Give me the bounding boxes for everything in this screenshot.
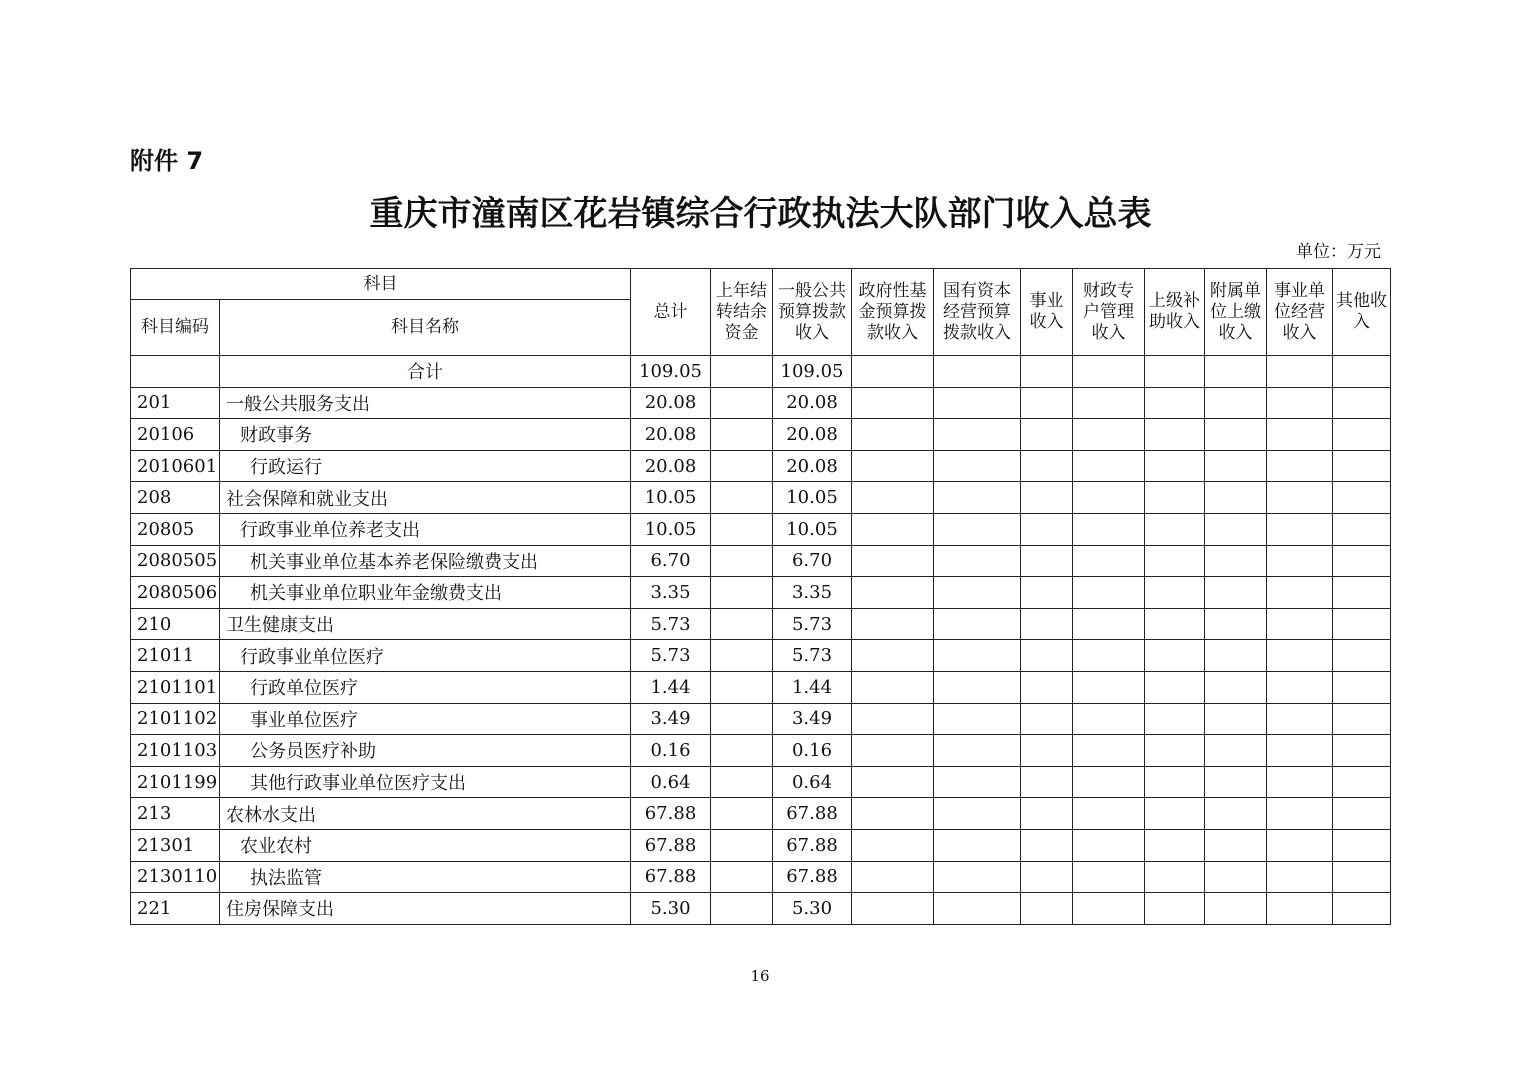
subject-code-cell: 208	[131, 482, 220, 514]
affiliated-remit-cell	[1205, 513, 1267, 545]
general-budget-cell: 5.30	[773, 893, 852, 925]
carryover-cell	[711, 671, 773, 703]
state-capital-cell	[934, 545, 1021, 577]
fiscal-special-cell	[1073, 513, 1145, 545]
subject-code-cell: 2080505	[131, 545, 220, 577]
total-cell: 5.73	[631, 608, 711, 640]
business-income-cell	[1021, 766, 1073, 798]
other-income-cell	[1333, 893, 1391, 925]
superior-subsidy-cell	[1145, 419, 1205, 451]
general-budget-cell: 20.08	[773, 387, 852, 419]
total-row	[131, 356, 1391, 388]
subject-name-cell: 一般公共服务支出	[220, 387, 631, 419]
business-income-cell	[1021, 798, 1073, 830]
other-income-cell	[1333, 419, 1391, 451]
other-income-cell	[1333, 735, 1391, 767]
superior-subsidy-cell	[1145, 640, 1205, 672]
page-number: 16	[750, 967, 770, 985]
business-income-cell	[1021, 608, 1073, 640]
state-capital-cell	[934, 450, 1021, 482]
table-row	[131, 735, 1391, 767]
total-cell: 10.05	[631, 513, 711, 545]
gov-fund-cell	[852, 671, 934, 703]
carryover-cell	[711, 608, 773, 640]
total-row-other-income	[1333, 356, 1391, 388]
total-cell: 67.88	[631, 798, 711, 830]
business-income-cell	[1021, 703, 1073, 735]
carryover-cell	[711, 829, 773, 861]
business-income-cell	[1021, 513, 1073, 545]
business-operation-cell	[1267, 419, 1333, 451]
total-cell: 20.08	[631, 450, 711, 482]
business-operation-cell	[1267, 387, 1333, 419]
subject-name-cell: 行政运行	[220, 450, 631, 482]
affiliated-remit-cell	[1205, 577, 1267, 609]
fiscal-special-cell	[1073, 545, 1145, 577]
carryover-cell	[711, 893, 773, 925]
table-row	[131, 798, 1391, 830]
gov-fund-cell	[852, 861, 934, 893]
business-income-cell	[1021, 419, 1073, 451]
subject-name-cell: 卫生健康支出	[220, 608, 631, 640]
total-cell: 6.70	[631, 545, 711, 577]
superior-subsidy-cell	[1145, 861, 1205, 893]
gov-fund-cell	[852, 798, 934, 830]
table-row	[131, 513, 1391, 545]
carryover-cell	[711, 450, 773, 482]
superior-subsidy-cell	[1145, 735, 1205, 767]
state-capital-cell	[934, 387, 1021, 419]
state-capital-cell	[934, 608, 1021, 640]
table-row	[131, 577, 1391, 609]
total-cell: 0.64	[631, 766, 711, 798]
table-row	[131, 893, 1391, 925]
general-budget-cell: 67.88	[773, 829, 852, 861]
table-row	[131, 671, 1391, 703]
fiscal-special-cell	[1073, 577, 1145, 609]
total-row-code	[131, 356, 220, 388]
subject-code-cell: 2101101	[131, 671, 220, 703]
total-row-superior-subsidy	[1145, 356, 1205, 388]
table-row	[131, 766, 1391, 798]
affiliated-remit-cell	[1205, 703, 1267, 735]
other-income-cell	[1333, 671, 1391, 703]
business-income-cell	[1021, 577, 1073, 609]
carryover-cell	[711, 640, 773, 672]
table-row	[131, 545, 1391, 577]
total-row-business-income	[1021, 356, 1073, 388]
carryover-cell	[711, 387, 773, 419]
general-budget-cell: 6.70	[773, 545, 852, 577]
superior-subsidy-cell	[1145, 387, 1205, 419]
business-operation-cell	[1267, 829, 1333, 861]
gov-fund-cell	[852, 766, 934, 798]
business-income-cell	[1021, 640, 1073, 672]
gov-fund-cell	[852, 450, 934, 482]
subject-code-cell: 210	[131, 608, 220, 640]
header-business-income: 事业收入	[1021, 269, 1073, 356]
business-income-cell	[1021, 671, 1073, 703]
superior-subsidy-cell	[1145, 671, 1205, 703]
header-subject-name: 科目名称	[220, 300, 631, 356]
other-income-cell	[1333, 387, 1391, 419]
header-fiscal-special: 财政专户管理收入	[1073, 269, 1145, 356]
superior-subsidy-cell	[1145, 893, 1205, 925]
gov-fund-cell	[852, 482, 934, 514]
superior-subsidy-cell	[1145, 608, 1205, 640]
total-cell: 3.49	[631, 703, 711, 735]
total-cell: 20.08	[631, 419, 711, 451]
income-summary-table	[130, 268, 1391, 925]
subject-name-cell: 执法监管	[220, 861, 631, 893]
general-budget-cell: 5.73	[773, 640, 852, 672]
subject-name-cell: 公务员医疗补助	[220, 735, 631, 767]
table-row	[131, 640, 1391, 672]
subject-code-cell: 201	[131, 387, 220, 419]
subject-name-cell: 其他行政事业单位医疗支出	[220, 766, 631, 798]
subject-code-cell: 2101102	[131, 703, 220, 735]
header-state-capital: 国有资本经营预算拨款收入	[934, 269, 1021, 356]
other-income-cell	[1333, 608, 1391, 640]
affiliated-remit-cell	[1205, 766, 1267, 798]
total-cell: 67.88	[631, 861, 711, 893]
subject-code-cell: 213	[131, 798, 220, 830]
other-income-cell	[1333, 798, 1391, 830]
gov-fund-cell	[852, 893, 934, 925]
general-budget-cell: 67.88	[773, 861, 852, 893]
state-capital-cell	[934, 513, 1021, 545]
superior-subsidy-cell	[1145, 450, 1205, 482]
subject-code-cell: 20805	[131, 513, 220, 545]
attachment-label: 附件 7	[130, 147, 204, 175]
general-budget-cell: 5.73	[773, 608, 852, 640]
table-body	[131, 356, 1391, 925]
table-row	[131, 703, 1391, 735]
carryover-cell	[711, 577, 773, 609]
gov-fund-cell	[852, 608, 934, 640]
business-income-cell	[1021, 829, 1073, 861]
business-income-cell	[1021, 482, 1073, 514]
subject-name-cell: 社会保障和就业支出	[220, 482, 631, 514]
business-operation-cell	[1267, 450, 1333, 482]
state-capital-cell	[934, 671, 1021, 703]
affiliated-remit-cell	[1205, 861, 1267, 893]
header-superior-subsidy: 上级补助收入	[1145, 269, 1205, 356]
header-subject-code: 科目编码	[131, 300, 220, 356]
carryover-cell	[711, 703, 773, 735]
affiliated-remit-cell	[1205, 671, 1267, 703]
other-income-cell	[1333, 829, 1391, 861]
total-cell: 20.08	[631, 387, 711, 419]
gov-fund-cell	[852, 703, 934, 735]
business-income-cell	[1021, 450, 1073, 482]
business-operation-cell	[1267, 766, 1333, 798]
table-row	[131, 608, 1391, 640]
other-income-cell	[1333, 545, 1391, 577]
fiscal-special-cell	[1073, 608, 1145, 640]
affiliated-remit-cell	[1205, 387, 1267, 419]
business-operation-cell	[1267, 861, 1333, 893]
business-operation-cell	[1267, 671, 1333, 703]
affiliated-remit-cell	[1205, 829, 1267, 861]
state-capital-cell	[934, 577, 1021, 609]
subject-name-cell: 住房保障支出	[220, 893, 631, 925]
state-capital-cell	[934, 829, 1021, 861]
general-budget-cell: 10.05	[773, 513, 852, 545]
state-capital-cell	[934, 766, 1021, 798]
gov-fund-cell	[852, 735, 934, 767]
other-income-cell	[1333, 861, 1391, 893]
general-budget-cell: 10.05	[773, 482, 852, 514]
carryover-cell	[711, 861, 773, 893]
other-income-cell	[1333, 703, 1391, 735]
state-capital-cell	[934, 861, 1021, 893]
business-income-cell	[1021, 545, 1073, 577]
unit-label: 单位：万元	[1296, 242, 1381, 262]
subject-code-cell: 21301	[131, 829, 220, 861]
subject-code-cell: 20106	[131, 419, 220, 451]
gov-fund-cell	[852, 829, 934, 861]
business-operation-cell	[1267, 640, 1333, 672]
subject-name-cell: 事业单位医疗	[220, 703, 631, 735]
business-operation-cell	[1267, 608, 1333, 640]
business-income-cell	[1021, 861, 1073, 893]
state-capital-cell	[934, 893, 1021, 925]
total-row-gov-fund	[852, 356, 934, 388]
state-capital-cell	[934, 703, 1021, 735]
subject-code-cell: 2101199	[131, 766, 220, 798]
business-operation-cell	[1267, 735, 1333, 767]
superior-subsidy-cell	[1145, 703, 1205, 735]
subject-name-cell: 财政事务	[220, 419, 631, 451]
total-cell: 10.05	[631, 482, 711, 514]
state-capital-cell	[934, 419, 1021, 451]
general-budget-cell: 67.88	[773, 798, 852, 830]
general-budget-cell: 3.35	[773, 577, 852, 609]
business-income-cell	[1021, 893, 1073, 925]
total-cell: 5.30	[631, 893, 711, 925]
total-row-general-budget: 109.05	[773, 356, 852, 388]
subject-name-cell: 行政单位医疗	[220, 671, 631, 703]
superior-subsidy-cell	[1145, 798, 1205, 830]
affiliated-remit-cell	[1205, 893, 1267, 925]
other-income-cell	[1333, 482, 1391, 514]
total-cell: 5.73	[631, 640, 711, 672]
fiscal-special-cell	[1073, 419, 1145, 451]
total-row-state-capital	[934, 356, 1021, 388]
total-row-fiscal-special	[1073, 356, 1145, 388]
gov-fund-cell	[852, 513, 934, 545]
subject-name-cell: 农林水支出	[220, 798, 631, 830]
header-general-budget: 一般公共预算拨款收入	[773, 269, 852, 356]
subject-name-cell: 行政事业单位医疗	[220, 640, 631, 672]
total-cell: 1.44	[631, 671, 711, 703]
total-row-total: 109.05	[631, 356, 711, 388]
state-capital-cell	[934, 482, 1021, 514]
fiscal-special-cell	[1073, 735, 1145, 767]
fiscal-special-cell	[1073, 640, 1145, 672]
fiscal-special-cell	[1073, 798, 1145, 830]
subject-code-cell: 2080506	[131, 577, 220, 609]
general-budget-cell: 20.08	[773, 450, 852, 482]
other-income-cell	[1333, 577, 1391, 609]
affiliated-remit-cell	[1205, 640, 1267, 672]
table-row	[131, 419, 1391, 451]
affiliated-remit-cell	[1205, 419, 1267, 451]
business-operation-cell	[1267, 482, 1333, 514]
table-row	[131, 829, 1391, 861]
carryover-cell	[711, 482, 773, 514]
superior-subsidy-cell	[1145, 577, 1205, 609]
superior-subsidy-cell	[1145, 829, 1205, 861]
gov-fund-cell	[852, 545, 934, 577]
other-income-cell	[1333, 640, 1391, 672]
subject-code-cell: 2130110	[131, 861, 220, 893]
header-total: 总计	[631, 269, 711, 356]
header-subject-group: 科目	[131, 269, 631, 300]
header-business-operation: 事业单位经营收入	[1267, 269, 1333, 356]
other-income-cell	[1333, 766, 1391, 798]
fiscal-special-cell	[1073, 387, 1145, 419]
state-capital-cell	[934, 640, 1021, 672]
carryover-cell	[711, 545, 773, 577]
state-capital-cell	[934, 735, 1021, 767]
superior-subsidy-cell	[1145, 766, 1205, 798]
subject-name-cell: 机关事业单位职业年金缴费支出	[220, 577, 631, 609]
fiscal-special-cell	[1073, 829, 1145, 861]
business-operation-cell	[1267, 893, 1333, 925]
subject-code-cell: 2101103	[131, 735, 220, 767]
subject-code-cell: 2010601	[131, 450, 220, 482]
header-carryover: 上年结转结余资金	[711, 269, 773, 356]
general-budget-cell: 0.64	[773, 766, 852, 798]
business-operation-cell	[1267, 577, 1333, 609]
carryover-cell	[711, 766, 773, 798]
gov-fund-cell	[852, 640, 934, 672]
subject-name-cell: 机关事业单位基本养老保险缴费支出	[220, 545, 631, 577]
table-row	[131, 450, 1391, 482]
table-row	[131, 861, 1391, 893]
header-affiliated-remit: 附属单位上缴收入	[1205, 269, 1267, 356]
business-operation-cell	[1267, 798, 1333, 830]
general-budget-cell: 20.08	[773, 419, 852, 451]
general-budget-cell: 1.44	[773, 671, 852, 703]
fiscal-special-cell	[1073, 766, 1145, 798]
subject-name-cell: 农业农村	[220, 829, 631, 861]
subject-code-cell: 221	[131, 893, 220, 925]
affiliated-remit-cell	[1205, 482, 1267, 514]
general-budget-cell: 0.16	[773, 735, 852, 767]
table-row	[131, 482, 1391, 514]
carryover-cell	[711, 513, 773, 545]
total-row-carryover	[711, 356, 773, 388]
carryover-cell	[711, 735, 773, 767]
business-operation-cell	[1267, 513, 1333, 545]
total-cell: 3.35	[631, 577, 711, 609]
gov-fund-cell	[852, 419, 934, 451]
fiscal-special-cell	[1073, 450, 1145, 482]
total-row-affiliated-remit	[1205, 356, 1267, 388]
header-other-income: 其他收入	[1333, 269, 1391, 356]
business-income-cell	[1021, 735, 1073, 767]
total-cell: 0.16	[631, 735, 711, 767]
fiscal-special-cell	[1073, 671, 1145, 703]
other-income-cell	[1333, 513, 1391, 545]
fiscal-special-cell	[1073, 893, 1145, 925]
business-operation-cell	[1267, 545, 1333, 577]
general-budget-cell: 3.49	[773, 703, 852, 735]
business-operation-cell	[1267, 703, 1333, 735]
affiliated-remit-cell	[1205, 545, 1267, 577]
subject-code-cell: 21011	[131, 640, 220, 672]
affiliated-remit-cell	[1205, 798, 1267, 830]
superior-subsidy-cell	[1145, 482, 1205, 514]
gov-fund-cell	[852, 577, 934, 609]
total-row-label: 合计	[220, 356, 631, 388]
affiliated-remit-cell	[1205, 608, 1267, 640]
total-row-business-operation	[1267, 356, 1333, 388]
superior-subsidy-cell	[1145, 545, 1205, 577]
gov-fund-cell	[852, 387, 934, 419]
header-gov-fund: 政府性基金预算拨款收入	[852, 269, 934, 356]
other-income-cell	[1333, 450, 1391, 482]
fiscal-special-cell	[1073, 482, 1145, 514]
business-income-cell	[1021, 387, 1073, 419]
superior-subsidy-cell	[1145, 513, 1205, 545]
carryover-cell	[711, 419, 773, 451]
document-title: 重庆市潼南区花岩镇综合行政执法大队部门收入总表	[369, 194, 1152, 234]
carryover-cell	[711, 798, 773, 830]
table-row	[131, 387, 1391, 419]
total-cell: 67.88	[631, 829, 711, 861]
affiliated-remit-cell	[1205, 735, 1267, 767]
fiscal-special-cell	[1073, 861, 1145, 893]
affiliated-remit-cell	[1205, 450, 1267, 482]
fiscal-special-cell	[1073, 703, 1145, 735]
subject-name-cell: 行政事业单位养老支出	[220, 513, 631, 545]
state-capital-cell	[934, 798, 1021, 830]
